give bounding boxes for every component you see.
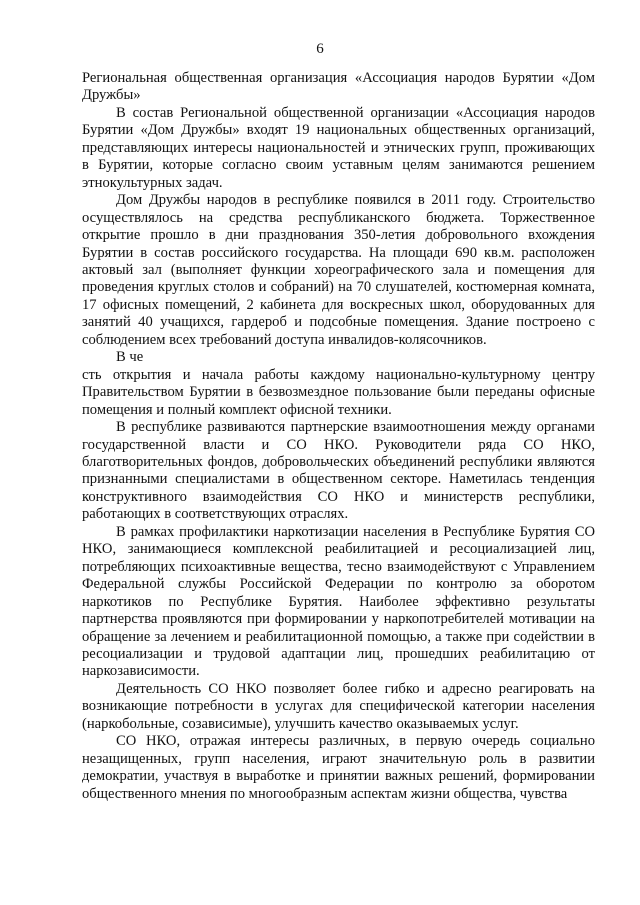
paragraph-offices-transfer: сть открытия и начала работы каждому национально-культурному центру Правительством Бурятии в безвозмездное пользование были переданы офисные помещения и полный комплект офисной техники. [82, 366, 595, 418]
paragraph-drug-prevention: В рамках профилактики наркотизации населения в Республике Бурятия СО НКО, занимающиеся комплексной реабилитацией и ресоциализацией лиц, потребляющих психоактивные вещества, тесно взаимодействуют с Управлением Федеральной службы Российской Федерации по контролю за оборотом наркотиков по Республике Бурятия. Наиболее эффективно результаты партнерства проявляются при формировании у наркопотребителей мотивации на обращение за лечением и реабилитационной помощью, а также при содействии в ресоциализации и трудовой адаптации лиц, прошедших реабилитацию от наркозависимости. [82, 523, 595, 680]
paragraph-organization-title: Региональная общественная организация «Ассоциация народов Бурятии «Дом Дружбы» [82, 70, 595, 104]
paragraph-democracy: СО НКО, отражая интересы различных, в первую очередь социально незащищенных, групп населения, играют значительную роль в развитии демократии, участвуя в выработке и принятии важных решений, формировании общественного мнения по многообразным аспектам жизни общества, чувства [82, 733, 595, 802]
paragraph-services: Деятельность СО НКО позволяет более гибко и адресно реагировать на возникающие потребности в услугах для специфической категории населения (наркобольные, созависимые), улучшить качество оказываемых услуг. [82, 680, 595, 732]
paragraph-house-of-friendship: Дом Дружбы народов в республике появился в 2011 году. Строительство осуществлялось на средства республиканского бюджета. Торжественное открытие прошло в дни празднования 350-летия добровольного вхождения Бурятии в состав российского государства. На площади 690 кв.м. расположен актовый зал (выполняет функции хореографического зала и помещения для проведения круглых столов и собраний) на 70 слушателей, костюмерная комната, 17 офисных помещений, 2 кабинета для воскресных школ, оборудованных для занятий 40 учащихся, гардероб и подсобные помещения. Здание построено с соблюдением всех требований доступа инвалидов-колясочников. [82, 192, 595, 348]
paragraph-composition: В состав Региональной общественной организации «Ассоциация народов Бурятии «Дом Дружбы» входят 19 национальных общественных организаций, представляющих интересы национальностей и этнических групп, проживающих в Бурятии, которые согласно своим уставным целям занимаются решением этнокультурных задач. [82, 104, 595, 191]
paragraph-fragment: В че [116, 349, 144, 366]
document-body [82, 70, 595, 803]
page-number: 6 [316, 41, 324, 57]
paragraph-partnership: В республике развиваются партнерские взаимоотношения между органами государственной власти и СО НКО. Руководители ряда СО НКО, благотворительных фондов, добровольческих объединений республики являются признанными специалистами в общественном секторе. Наметилась тенденция конструктивного взаимодействия СО НКО и министерств республики, работающих в соответствующих отраслях. [82, 419, 595, 523]
